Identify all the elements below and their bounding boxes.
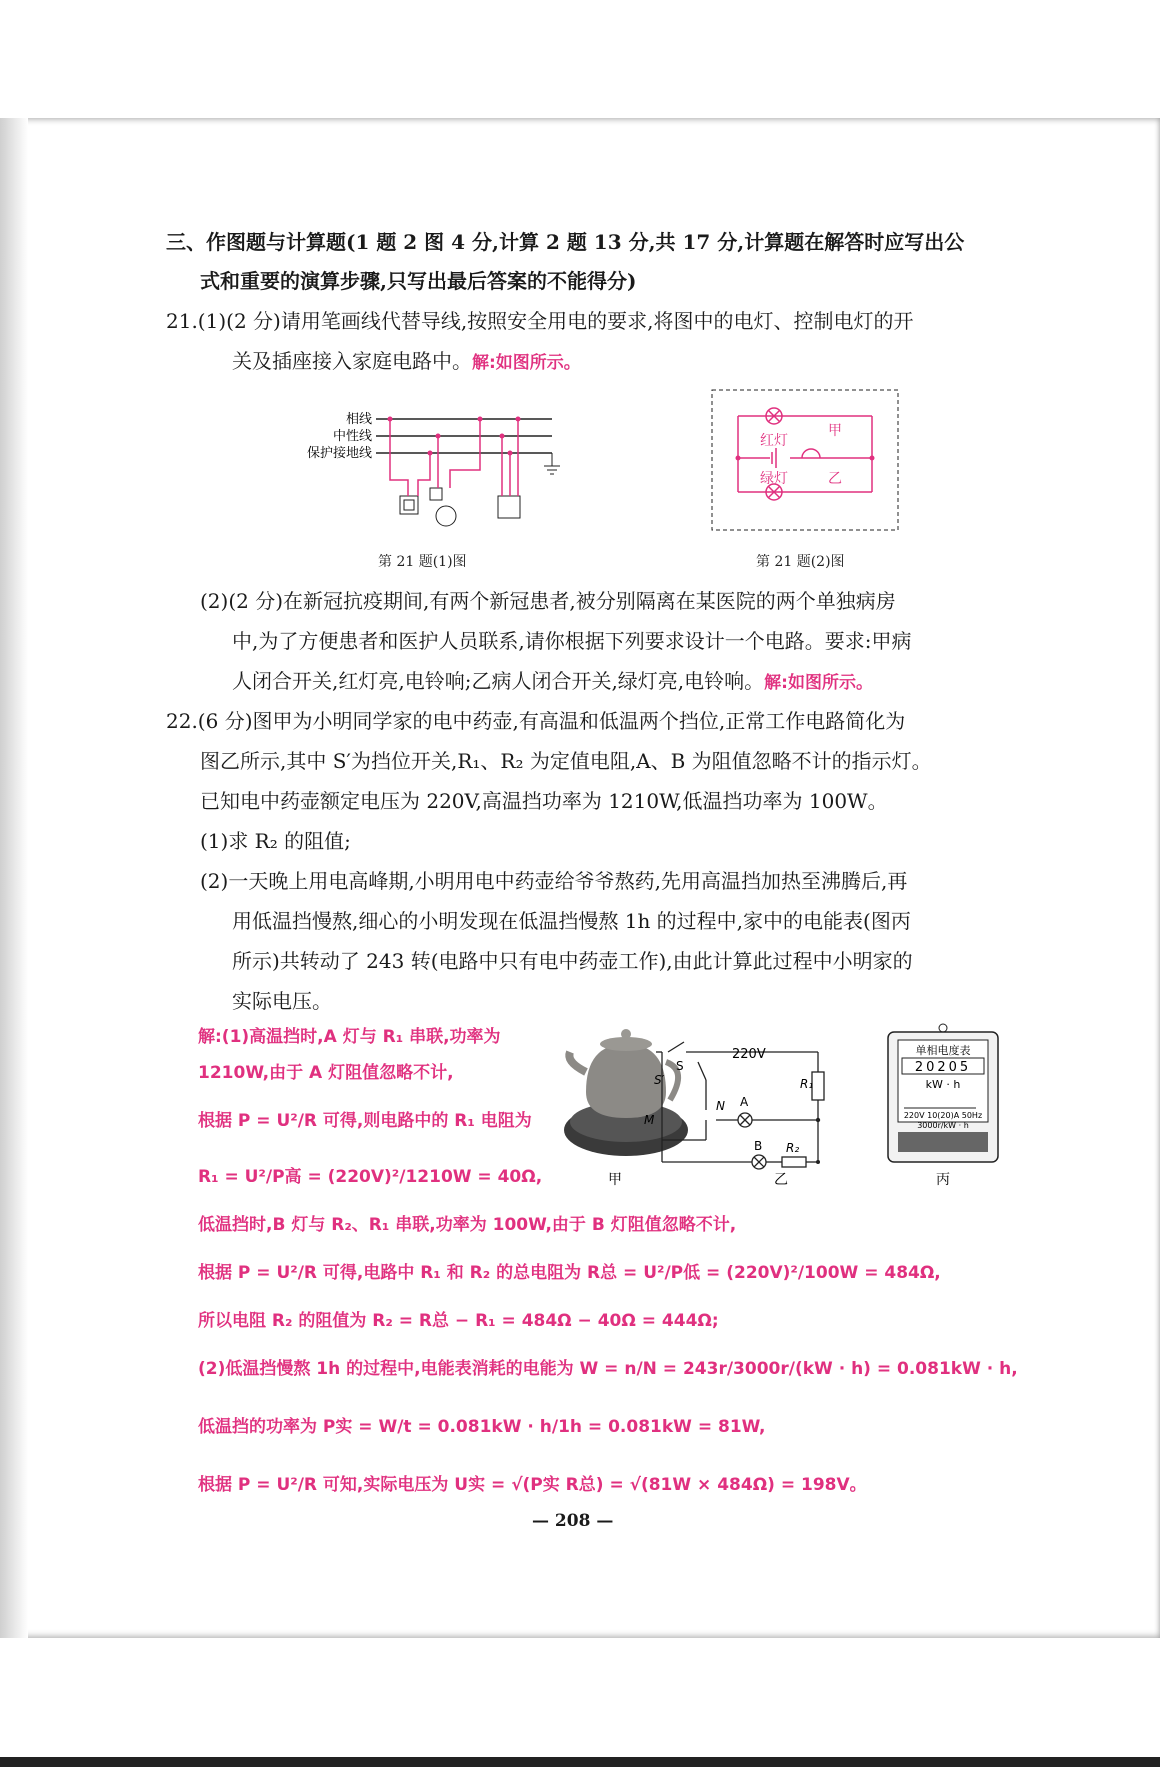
q22-answer-3: 根据 P = U²/R 可得,则电路中的 R₁ 电阻为 — [198, 1111, 532, 1131]
q21-part2-text-cont2: 人闭合开关,红灯亮,电铃响;乙病人闭合开关,绿灯亮,电铃响。解:如图所示。 — [232, 669, 873, 693]
lamp-b-label: B — [754, 1139, 763, 1153]
section-heading-cont: 式和重要的演算步骤,只写出最后答案的不能得分) — [200, 269, 637, 293]
lamp-a-label: A — [740, 1095, 749, 1109]
q22-answer-4: R₁ = U²/P高 = (220V)²/1210W = 40Ω, — [198, 1167, 543, 1187]
figure-21-2 — [710, 388, 902, 532]
figure-21-1 — [290, 408, 570, 538]
q22-text: 22.(6 分)图甲为小明同学家的电中药壶,有高温和低温两个挡位,正常工作电路简化为 — [166, 709, 906, 733]
switch-jia-label: 甲 — [828, 423, 842, 439]
switch-sprime-label: S′ — [654, 1073, 665, 1087]
q22-sub1: (1)求 R₂ 的阻值; — [200, 829, 351, 853]
meter-spec1: 220V 10(20)A 50Hz — [903, 1111, 983, 1120]
fig-yi-label: 乙 — [774, 1172, 788, 1188]
q22-answer-2: 1210W,由于 A 灯阻值忽略不计, — [198, 1063, 454, 1083]
q22-sub2-cont3: 实际电压。 — [232, 989, 332, 1013]
terminal-m-label: M — [644, 1113, 655, 1127]
meter-spec2: 3000r/kW · h — [917, 1121, 969, 1130]
q22-answer-6: 根据 P = U²/R 可得,电路中 R₁ 和 R₂ 的总电阻为 R总 = U²/P低 = (220V)²/100W = 484Ω, — [198, 1263, 941, 1283]
meter-title: 单相电度表 — [915, 1044, 971, 1057]
switch-yi-label: 乙 — [828, 471, 842, 487]
r1-label: R₁ — [800, 1077, 814, 1091]
meter-digits: 20205 — [914, 1060, 972, 1075]
green-lamp-label: 绿灯 — [760, 471, 788, 487]
q22-sub2-cont1: 用低温挡慢熬,细心的小明发现在低温挡慢熬 1h 的过程中,家中的电能表(图丙 — [232, 909, 911, 933]
q21-part2-text-cont1: 中,为了方便患者和医护人员联系,请你根据下列要求设计一个电路。要求:甲病 — [232, 629, 912, 653]
switch-s-label: S — [676, 1059, 684, 1073]
figure-21-2-caption: 第 21 题(2)图 — [756, 554, 845, 570]
q22-answer-5: 低温挡时,B 灯与 R₂、R₁ 串联,功率为 100W,由于 B 灯阻值忽略不计, — [198, 1215, 737, 1235]
q21-part1-text: 21.(1)(2 分)请用笔画线代替导线,按照安全用电的要求,将图中的电灯、控制电灯的开 — [166, 309, 914, 333]
herbal-pot-image — [564, 1029, 688, 1156]
wire-label-neutral: 中性线 — [332, 429, 372, 444]
red-lamp-label: 红灯 — [760, 433, 788, 449]
figure-21-1-caption: 第 21 题(1)图 — [378, 554, 467, 570]
terminal-n-label: N — [716, 1099, 725, 1113]
meter-unit: kW · h — [925, 1078, 961, 1091]
q22-answer-7: 所以电阻 R₂ 的阻值为 R₂ = R总 − R₁ = 484Ω − 40Ω = 444Ω; — [198, 1311, 719, 1331]
q22-answer-1: 解:(1)高温挡时,A 灯与 R₁ 串联,功率为 — [198, 1027, 501, 1047]
wire-label-ground: 保护接地线 — [306, 446, 372, 461]
page-number: — 208 — — [532, 1511, 614, 1531]
figure-22 — [556, 1022, 1004, 1192]
q21-part2-answer: 解:如图所示。 — [764, 673, 873, 693]
q22-answer-9: 低温挡的功率为 P实 = W/t = 0.081kW · h/1h = 0.081kW = 81W, — [198, 1417, 766, 1437]
page-edge-shadow — [0, 118, 28, 1638]
q22-text-cont1: 图乙所示,其中 S′为挡位开关,R₁、R₂ 为定值电阻,A、B 为阻值忽略不计的指示灯。 — [200, 749, 932, 773]
q22-text-cont2: 已知电中药壶额定电压为 220V,高温挡功率为 1210W,低温挡功率为 100W。 — [200, 789, 888, 813]
q22-answer-10: 根据 P = U²/R 可知,实际电压为 U实 = √(P实 R总) = √(81W × 484Ω) = 198V。 — [198, 1475, 867, 1495]
q21-part2-text: (2)(2 分)在新冠抗疫期间,有两个新冠患者,被分别隔离在某医院的两个单独病房 — [200, 589, 896, 613]
q22-sub2-cont2: 所示)共转动了 243 转(电路中只有电中药壶工作),由此计算此过程中小明家的 — [232, 949, 913, 973]
wire-label-live: 相线 — [345, 412, 372, 427]
bottom-bar — [0, 1757, 1160, 1767]
voltage-label: 220V — [732, 1047, 766, 1062]
fig-bing-label: 丙 — [936, 1172, 950, 1188]
section-heading: 三、作图题与计算题(1 题 2 图 4 分,计算 2 题 13 分,共 17 分,计算题在解答时应写出公 — [166, 230, 965, 254]
q22-answer-8: (2)低温挡慢熬 1h 的过程中,电能表消耗的电能为 W = n/N = 243r/3000r/(kW · h) = 0.081kW · h, — [198, 1359, 1018, 1379]
fig-jia-label: 甲 — [608, 1172, 622, 1188]
q22-sub2: (2)一天晚上用电高峰期,小明用电中药壶给爷爷熬药,先用高温挡加热至沸腾后,再 — [200, 869, 908, 893]
q21-part1-answer: 解:如图所示。 — [472, 353, 581, 373]
r2-label: R₂ — [786, 1141, 800, 1155]
q21-part1-text-cont: 关及插座接入家庭电路中。解:如图所示。 — [232, 349, 581, 373]
